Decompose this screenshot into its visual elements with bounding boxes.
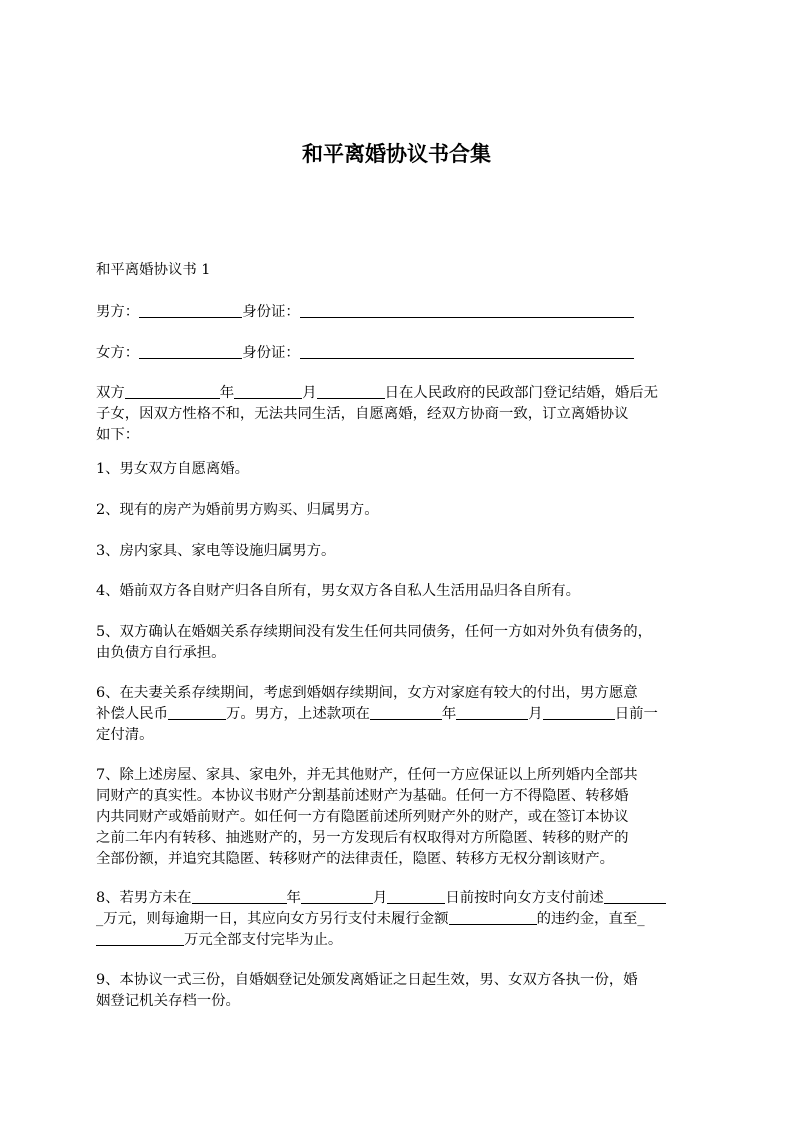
clause-text: 8、若男方未在: [96, 890, 192, 906]
intro-text: 如下：: [96, 427, 140, 443]
man-line: [96, 302, 701, 323]
clause-text: 万。男方，上述款项在: [225, 706, 370, 722]
intro-text: 月: [302, 385, 317, 401]
clause-9: [96, 970, 701, 1012]
woman-label: 女方：: [96, 345, 140, 361]
clause-text: 9、本协议一式三份，自婚姻登记处颁发离婚证之日起生效，男、女双方各执一份，婚: [96, 972, 638, 988]
clause-text: 年: [286, 890, 301, 906]
deadline-year-blank[interactable]: [192, 888, 287, 904]
clause-text: 由负债方自行承担。: [96, 645, 226, 661]
clause-text: 万元全部支付完毕为止。: [184, 932, 343, 948]
clause-text: 定付清。: [96, 727, 154, 743]
clause-text: 日前一: [614, 706, 658, 722]
clause-8: [96, 888, 701, 951]
agreement-subtitle: 和平离婚协议书 1: [96, 262, 211, 278]
clause-text: _万元，则每逾期一日，其应向女方另行支付未履行金额: [96, 911, 449, 927]
clause-text: 的违约金，直至_: [536, 911, 645, 927]
payment-year-blank[interactable]: [370, 704, 442, 720]
marriage-day-blank[interactable]: [317, 383, 385, 399]
intro-text: 日在人民政府的民政部门登记结婚，婚后无: [384, 385, 659, 401]
clause-text: 日前按时向女方支付前述: [445, 890, 604, 906]
intro-text: 年: [219, 385, 235, 401]
woman-line: [96, 343, 701, 364]
woman-name-blank[interactable]: [139, 343, 242, 359]
unpaid-amount-blank[interactable]: [449, 909, 537, 925]
clause-text: 月: [372, 890, 388, 906]
marriage-month-blank[interactable]: [234, 383, 302, 399]
compensation-amount-blank[interactable]: [168, 704, 226, 720]
intro-text: 子女，因双方性格不和，无法共同生活，自愿离婚，经双方协商一致，订立离婚协议: [96, 406, 629, 422]
intro-paragraph: [96, 383, 701, 446]
marriage-year-blank[interactable]: [125, 383, 220, 399]
deadline-month-blank[interactable]: [301, 888, 373, 904]
payment-day-blank[interactable]: [543, 704, 615, 720]
clause-1: 1、男女双方自愿离婚。: [96, 461, 250, 477]
total-amount-blank[interactable]: [96, 930, 184, 946]
clause-text: 内共同财产或婚前财产。如任何一方有隐匿前述所列财产外的财产，或在签订本协议: [96, 809, 629, 825]
clause-7: [96, 765, 701, 870]
clause-text: 月: [528, 706, 543, 722]
clause-text: 6、在夫妻关系存续期间，考虑到婚姻存续期间，女方对家庭有较大的付出，男方愿意: [96, 685, 638, 701]
clause-text: 7、除上述房屋、家具、家电外，并无其他财产，任何一方应保证以上所列婚内全部共: [96, 767, 638, 783]
payment-month-blank[interactable]: [456, 704, 528, 720]
intro-text: 双方: [96, 385, 125, 401]
clause-text: 补偿人民币: [96, 706, 168, 722]
woman-id-blank[interactable]: [300, 343, 634, 359]
man-id-label: 身份证：: [242, 304, 300, 320]
document-title: 和平离婚协议书合集: [302, 142, 491, 166]
clause-text: 姻登记机关存档一份。: [96, 993, 240, 1009]
owed-amount-blank[interactable]: [604, 888, 666, 904]
man-id-blank[interactable]: [300, 302, 634, 318]
clause-text: 同财产的真实性。本协议书财产分割基前述财产为基础。任何一方不得隐匿、转移婚: [96, 788, 629, 804]
man-name-blank[interactable]: [139, 302, 242, 318]
deadline-day-blank[interactable]: [387, 888, 445, 904]
clause-text: 全部份额，并追究其隐匿、转移财产的法律责任，隐匿、转移方无权分割该财产。: [96, 851, 615, 867]
man-label: 男方：: [96, 304, 140, 320]
clause-3: 3、房内家具、家电等设施归属男方。: [96, 543, 336, 559]
clause-5: [96, 622, 701, 664]
clause-4: 4、婚前双方各自财产归各自所有，男女双方各自私人生活用品归各自所有。: [96, 583, 581, 599]
woman-id-label: 身份证：: [242, 345, 300, 361]
clause-text: 年: [441, 706, 457, 722]
clause-2: 2、现有的房产为婚前男方购买、归属男方。: [96, 502, 379, 518]
clause-text: 之前二年内有转移、抽逃财产的，另一方发现后有权取得对方所隐匿、转移的财产的: [96, 830, 629, 846]
clause-6: [96, 683, 701, 746]
clause-text: 5、双方确认在婚姻关系存续期间没有发生任何共同债务，任何一方如对外负有债务的，: [96, 624, 653, 640]
